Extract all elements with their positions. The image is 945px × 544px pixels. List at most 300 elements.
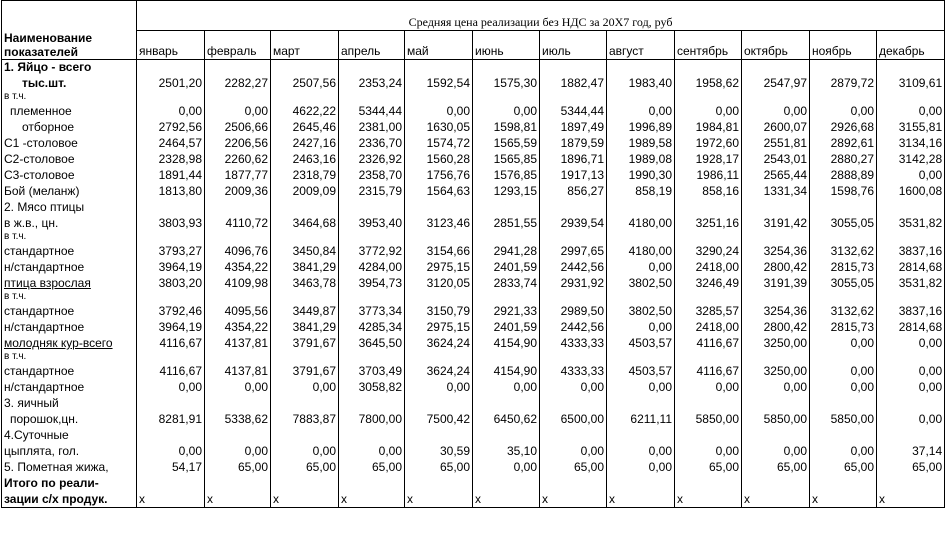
value-cell: 1986,11	[675, 167, 742, 183]
value-cell: 2941,28	[473, 243, 540, 259]
row-label: стандартное	[2, 363, 137, 379]
row-label: С3-столовое	[2, 167, 137, 183]
value-cell: 0,00	[810, 103, 877, 119]
value-cell: 0,00	[877, 335, 945, 351]
value-cell: 0,00	[473, 379, 540, 395]
value-cell	[405, 427, 473, 443]
value-cell	[405, 291, 473, 303]
value-cell: х	[473, 491, 540, 507]
value-cell	[339, 395, 405, 411]
value-cell: 2009,36	[205, 183, 271, 199]
value-cell	[877, 59, 945, 75]
value-cell: 3191,39	[742, 275, 810, 291]
value-cell: 0,00	[742, 379, 810, 395]
month-header: февраль	[205, 31, 271, 60]
value-cell: 3251,16	[675, 215, 742, 231]
month-header: август	[607, 31, 675, 60]
value-cell: 2800,42	[742, 319, 810, 335]
month-header: сентябрь	[675, 31, 742, 60]
value-cell: 4333,33	[540, 363, 607, 379]
value-cell: 0,00	[742, 443, 810, 459]
value-cell: 3142,28	[877, 151, 945, 167]
value-cell	[473, 395, 540, 411]
value-cell	[540, 59, 607, 75]
value-cell	[540, 475, 607, 491]
value-cell: 1879,59	[540, 135, 607, 151]
value-cell: 1575,30	[473, 75, 540, 91]
value-cell: 3841,29	[271, 319, 339, 335]
row-label: н/стандартное	[2, 379, 137, 395]
value-cell: 3132,62	[810, 303, 877, 319]
value-cell	[810, 91, 877, 103]
month-header: январь	[137, 31, 205, 60]
value-cell: 2206,56	[205, 135, 271, 151]
value-cell: 2600,07	[742, 119, 810, 135]
row-label: зации с/х продук.	[2, 491, 137, 507]
value-cell: 1564,63	[405, 183, 473, 199]
value-cell: 30,59	[405, 443, 473, 459]
value-cell	[473, 231, 540, 243]
value-cell	[473, 351, 540, 363]
value-cell: 1592,54	[405, 75, 473, 91]
value-cell: 2814,68	[877, 319, 945, 335]
value-cell: х	[675, 491, 742, 507]
value-cell: 3964,19	[137, 259, 205, 275]
value-cell: 3055,05	[810, 215, 877, 231]
value-cell: 3250,00	[742, 335, 810, 351]
value-cell	[607, 231, 675, 243]
row-label: племенное	[2, 103, 137, 119]
value-cell	[675, 475, 742, 491]
value-cell: 0,00	[137, 443, 205, 459]
value-cell: 3792,46	[137, 303, 205, 319]
value-cell: 4622,22	[271, 103, 339, 119]
value-cell: 5850,00	[675, 411, 742, 427]
month-header: май	[405, 31, 473, 60]
table-row	[2, 231, 945, 243]
value-cell	[540, 199, 607, 215]
value-cell	[540, 395, 607, 411]
header-col1-line2: показателей	[4, 44, 78, 59]
value-cell: 0,00	[877, 103, 945, 119]
value-cell	[271, 427, 339, 443]
value-cell: 1293,15	[473, 183, 540, 199]
value-cell: 3109,61	[877, 75, 945, 91]
value-cell: 0,00	[810, 443, 877, 459]
value-cell: 0,00	[271, 443, 339, 459]
value-cell	[473, 475, 540, 491]
value-cell: 2427,16	[271, 135, 339, 151]
value-cell: 1331,34	[742, 183, 810, 199]
table-row	[2, 411, 945, 427]
value-cell: 1630,05	[405, 119, 473, 135]
value-cell: 2815,73	[810, 319, 877, 335]
value-cell	[540, 427, 607, 443]
value-cell	[877, 427, 945, 443]
value-cell: 0,00	[473, 459, 540, 475]
table-row	[2, 363, 945, 379]
month-header: декабрь	[877, 31, 945, 60]
value-cell	[473, 91, 540, 103]
value-cell: 7883,87	[271, 411, 339, 427]
value-cell: 2547,97	[742, 75, 810, 91]
value-cell: 3290,24	[675, 243, 742, 259]
value-cell	[877, 231, 945, 243]
row-label: н/стандартное	[2, 259, 137, 275]
value-cell	[405, 351, 473, 363]
value-cell: 3964,19	[137, 319, 205, 335]
value-cell	[742, 427, 810, 443]
value-cell	[205, 59, 271, 75]
value-cell: 0,00	[607, 443, 675, 459]
value-cell	[810, 475, 877, 491]
value-cell: 1600,08	[877, 183, 945, 199]
header-col1	[2, 31, 137, 60]
value-cell: 2888,89	[810, 167, 877, 183]
value-cell: 2464,57	[137, 135, 205, 151]
value-cell	[810, 291, 877, 303]
value-cell	[271, 199, 339, 215]
value-cell: 2260,62	[205, 151, 271, 167]
value-cell	[271, 91, 339, 103]
value-cell: 1989,58	[607, 135, 675, 151]
value-cell: 1972,60	[675, 135, 742, 151]
value-cell: 2975,15	[405, 319, 473, 335]
value-cell: 65,00	[540, 459, 607, 475]
value-cell: 3120,05	[405, 275, 473, 291]
table-row	[2, 103, 945, 119]
value-cell: 2851,55	[473, 215, 540, 231]
value-cell: 2997,65	[540, 243, 607, 259]
row-label: в т.ч.	[2, 91, 137, 103]
value-cell: 3123,46	[405, 215, 473, 231]
value-cell: 0,00	[405, 379, 473, 395]
table-row	[2, 427, 945, 443]
value-cell	[137, 351, 205, 363]
value-cell	[271, 351, 339, 363]
value-cell: 1576,85	[473, 167, 540, 183]
value-cell	[137, 91, 205, 103]
value-cell: 3191,42	[742, 215, 810, 231]
value-cell: 4137,81	[205, 335, 271, 351]
table-row	[2, 199, 945, 215]
value-cell	[675, 231, 742, 243]
value-cell: 2833,74	[473, 275, 540, 291]
value-cell	[607, 59, 675, 75]
value-cell: 2326,92	[339, 151, 405, 167]
row-label: Бой (меланж)	[2, 183, 137, 199]
value-cell: 4180,00	[607, 243, 675, 259]
value-cell	[205, 199, 271, 215]
value-cell	[540, 291, 607, 303]
value-cell	[137, 427, 205, 443]
table-row	[2, 475, 945, 491]
value-cell: 3531,82	[877, 275, 945, 291]
value-cell: 1574,72	[405, 135, 473, 151]
value-cell: 65,00	[405, 459, 473, 475]
value-cell: 3058,82	[339, 379, 405, 395]
value-cell: 4116,67	[675, 363, 742, 379]
value-cell	[405, 199, 473, 215]
table-row	[2, 319, 945, 335]
row-label: стандартное	[2, 243, 137, 259]
value-cell: х	[607, 491, 675, 507]
value-cell: 1565,85	[473, 151, 540, 167]
value-cell: 0,00	[810, 379, 877, 395]
value-cell: 37,14	[877, 443, 945, 459]
value-cell: 0,00	[607, 459, 675, 475]
table-row	[2, 291, 945, 303]
value-cell	[339, 231, 405, 243]
value-cell: 3791,67	[271, 335, 339, 351]
month-header: март	[271, 31, 339, 60]
value-cell: 4180,00	[607, 215, 675, 231]
value-cell: 2358,70	[339, 167, 405, 183]
value-cell	[607, 427, 675, 443]
value-cell: 1565,59	[473, 135, 540, 151]
value-cell: 3254,36	[742, 243, 810, 259]
value-cell: 4285,34	[339, 319, 405, 335]
row-label: в т.ч.	[2, 291, 137, 303]
value-cell: 2565,44	[742, 167, 810, 183]
value-cell	[339, 59, 405, 75]
value-cell: 4095,56	[205, 303, 271, 319]
value-cell: 1990,30	[607, 167, 675, 183]
value-cell: 3803,93	[137, 215, 205, 231]
value-cell: 2501,20	[137, 75, 205, 91]
value-cell	[473, 59, 540, 75]
table-row	[2, 491, 945, 507]
value-cell	[540, 91, 607, 103]
row-label: н/стандартное	[2, 319, 137, 335]
value-cell	[877, 395, 945, 411]
value-cell	[742, 475, 810, 491]
value-cell	[137, 475, 205, 491]
value-cell: 54,17	[137, 459, 205, 475]
value-cell	[540, 231, 607, 243]
value-cell: х	[271, 491, 339, 507]
value-cell: 2442,56	[540, 319, 607, 335]
value-cell: 2463,16	[271, 151, 339, 167]
table-row	[2, 59, 945, 75]
table-row	[2, 335, 945, 351]
value-cell	[205, 91, 271, 103]
value-cell: 0,00	[339, 443, 405, 459]
value-cell	[137, 231, 205, 243]
value-cell: 3703,49	[339, 363, 405, 379]
value-cell: 3772,92	[339, 243, 405, 259]
value-cell: 1958,62	[675, 75, 742, 91]
table-row	[2, 459, 945, 475]
value-cell	[473, 199, 540, 215]
table-row	[2, 151, 945, 167]
value-cell: 0,00	[877, 379, 945, 395]
table-row	[2, 395, 945, 411]
value-cell: 2009,09	[271, 183, 339, 199]
value-cell: 0,00	[607, 379, 675, 395]
value-cell: 4354,22	[205, 319, 271, 335]
value-cell	[607, 91, 675, 103]
value-cell: 3132,62	[810, 243, 877, 259]
value-cell: 858,19	[607, 183, 675, 199]
value-cell: 3773,34	[339, 303, 405, 319]
value-cell	[675, 395, 742, 411]
value-cell: 2921,33	[473, 303, 540, 319]
value-cell: 2892,61	[810, 135, 877, 151]
row-label: в ж.в., цн.	[2, 215, 137, 231]
value-cell	[405, 231, 473, 243]
row-label: 2. Мясо птицы	[2, 199, 137, 215]
value-cell: 1560,28	[405, 151, 473, 167]
value-cell: х	[137, 491, 205, 507]
value-cell: 3645,50	[339, 335, 405, 351]
value-cell	[810, 351, 877, 363]
value-cell: 3150,79	[405, 303, 473, 319]
value-cell: 0,00	[607, 319, 675, 335]
row-label: 5. Пометная жижа,	[2, 459, 137, 475]
value-cell: 4333,33	[540, 335, 607, 351]
value-cell: 0,00	[675, 379, 742, 395]
value-cell: 0,00	[473, 103, 540, 119]
value-cell: 3464,68	[271, 215, 339, 231]
value-cell: 1984,81	[675, 119, 742, 135]
value-cell	[205, 231, 271, 243]
value-cell	[339, 427, 405, 443]
row-label: С2-столовое	[2, 151, 137, 167]
value-cell	[607, 291, 675, 303]
value-cell: 65,00	[810, 459, 877, 475]
row-label: цыплята, гол.	[2, 443, 137, 459]
row-label: отборное	[2, 119, 137, 135]
value-cell: 4154,90	[473, 363, 540, 379]
value-cell: 3624,24	[405, 363, 473, 379]
value-cell: 1891,44	[137, 167, 205, 183]
value-cell	[810, 395, 877, 411]
month-header: ноябрь	[810, 31, 877, 60]
value-cell: 65,00	[205, 459, 271, 475]
value-cell	[271, 231, 339, 243]
value-cell: 1989,08	[607, 151, 675, 167]
value-cell: 0,00	[675, 443, 742, 459]
value-cell: 3285,57	[675, 303, 742, 319]
value-cell: 0,00	[742, 103, 810, 119]
value-cell: 0,00	[810, 363, 877, 379]
row-label: молодняк кур-всего	[2, 335, 137, 351]
value-cell	[742, 91, 810, 103]
value-cell	[339, 291, 405, 303]
value-cell	[675, 351, 742, 363]
value-cell	[339, 351, 405, 363]
value-cell: 3246,49	[675, 275, 742, 291]
row-label: стандартное	[2, 303, 137, 319]
value-cell: 8281,91	[137, 411, 205, 427]
value-cell	[405, 475, 473, 491]
value-cell	[607, 351, 675, 363]
value-cell: 35,10	[473, 443, 540, 459]
value-cell: 4503,57	[607, 363, 675, 379]
value-cell	[205, 427, 271, 443]
value-cell	[339, 475, 405, 491]
value-cell: 0,00	[877, 411, 945, 427]
value-cell: х	[810, 491, 877, 507]
value-cell: 1882,47	[540, 75, 607, 91]
value-cell: 2543,01	[742, 151, 810, 167]
value-cell	[877, 351, 945, 363]
row-label: 3. яичный	[2, 395, 137, 411]
value-cell: 3624,24	[405, 335, 473, 351]
table-row	[2, 75, 945, 91]
value-cell: 3531,82	[877, 215, 945, 231]
value-cell	[473, 427, 540, 443]
value-cell	[742, 351, 810, 363]
value-cell: 1813,80	[137, 183, 205, 199]
value-cell	[810, 231, 877, 243]
value-cell: 4284,00	[339, 259, 405, 275]
value-cell: 3803,20	[137, 275, 205, 291]
value-cell: 2418,00	[675, 259, 742, 275]
value-cell: 2328,98	[137, 151, 205, 167]
value-cell: 3837,16	[877, 303, 945, 319]
value-cell: 1917,13	[540, 167, 607, 183]
value-cell	[205, 475, 271, 491]
value-cell: 4116,67	[675, 335, 742, 351]
value-cell	[405, 59, 473, 75]
value-cell	[742, 395, 810, 411]
value-cell: 0,00	[607, 103, 675, 119]
value-cell	[742, 59, 810, 75]
table-row	[2, 215, 945, 231]
value-cell: 4154,90	[473, 335, 540, 351]
value-cell	[205, 351, 271, 363]
value-cell: 4110,72	[205, 215, 271, 231]
value-cell	[205, 395, 271, 411]
value-cell	[137, 59, 205, 75]
value-cell: 2418,00	[675, 319, 742, 335]
table-row	[2, 379, 945, 395]
row-label: С1 -столовое	[2, 135, 137, 151]
value-cell: 0,00	[205, 103, 271, 119]
table-row	[2, 243, 945, 259]
value-cell: 0,00	[540, 379, 607, 395]
value-cell: 2645,46	[271, 119, 339, 135]
value-cell: 2939,54	[540, 215, 607, 231]
value-cell: 2800,42	[742, 259, 810, 275]
value-cell	[271, 291, 339, 303]
table-row	[2, 259, 945, 275]
value-cell	[540, 351, 607, 363]
value-cell: 1598,81	[473, 119, 540, 135]
value-cell	[675, 199, 742, 215]
value-cell: 5338,62	[205, 411, 271, 427]
value-cell: 3254,36	[742, 303, 810, 319]
row-label: Итого по реали-	[2, 475, 137, 491]
value-cell: х	[742, 491, 810, 507]
value-cell	[675, 291, 742, 303]
value-cell: 65,00	[877, 459, 945, 475]
value-cell: 2442,56	[540, 259, 607, 275]
value-cell: 3954,73	[339, 275, 405, 291]
value-cell: 1983,40	[607, 75, 675, 91]
value-cell: 3802,50	[607, 303, 675, 319]
month-header: апрель	[339, 31, 405, 60]
value-cell: 6211,11	[607, 411, 675, 427]
table-row	[2, 275, 945, 291]
value-cell: х	[540, 491, 607, 507]
value-cell: 0,00	[877, 363, 945, 379]
value-cell: 2282,27	[205, 75, 271, 91]
value-cell: 2931,92	[540, 275, 607, 291]
value-cell	[405, 395, 473, 411]
